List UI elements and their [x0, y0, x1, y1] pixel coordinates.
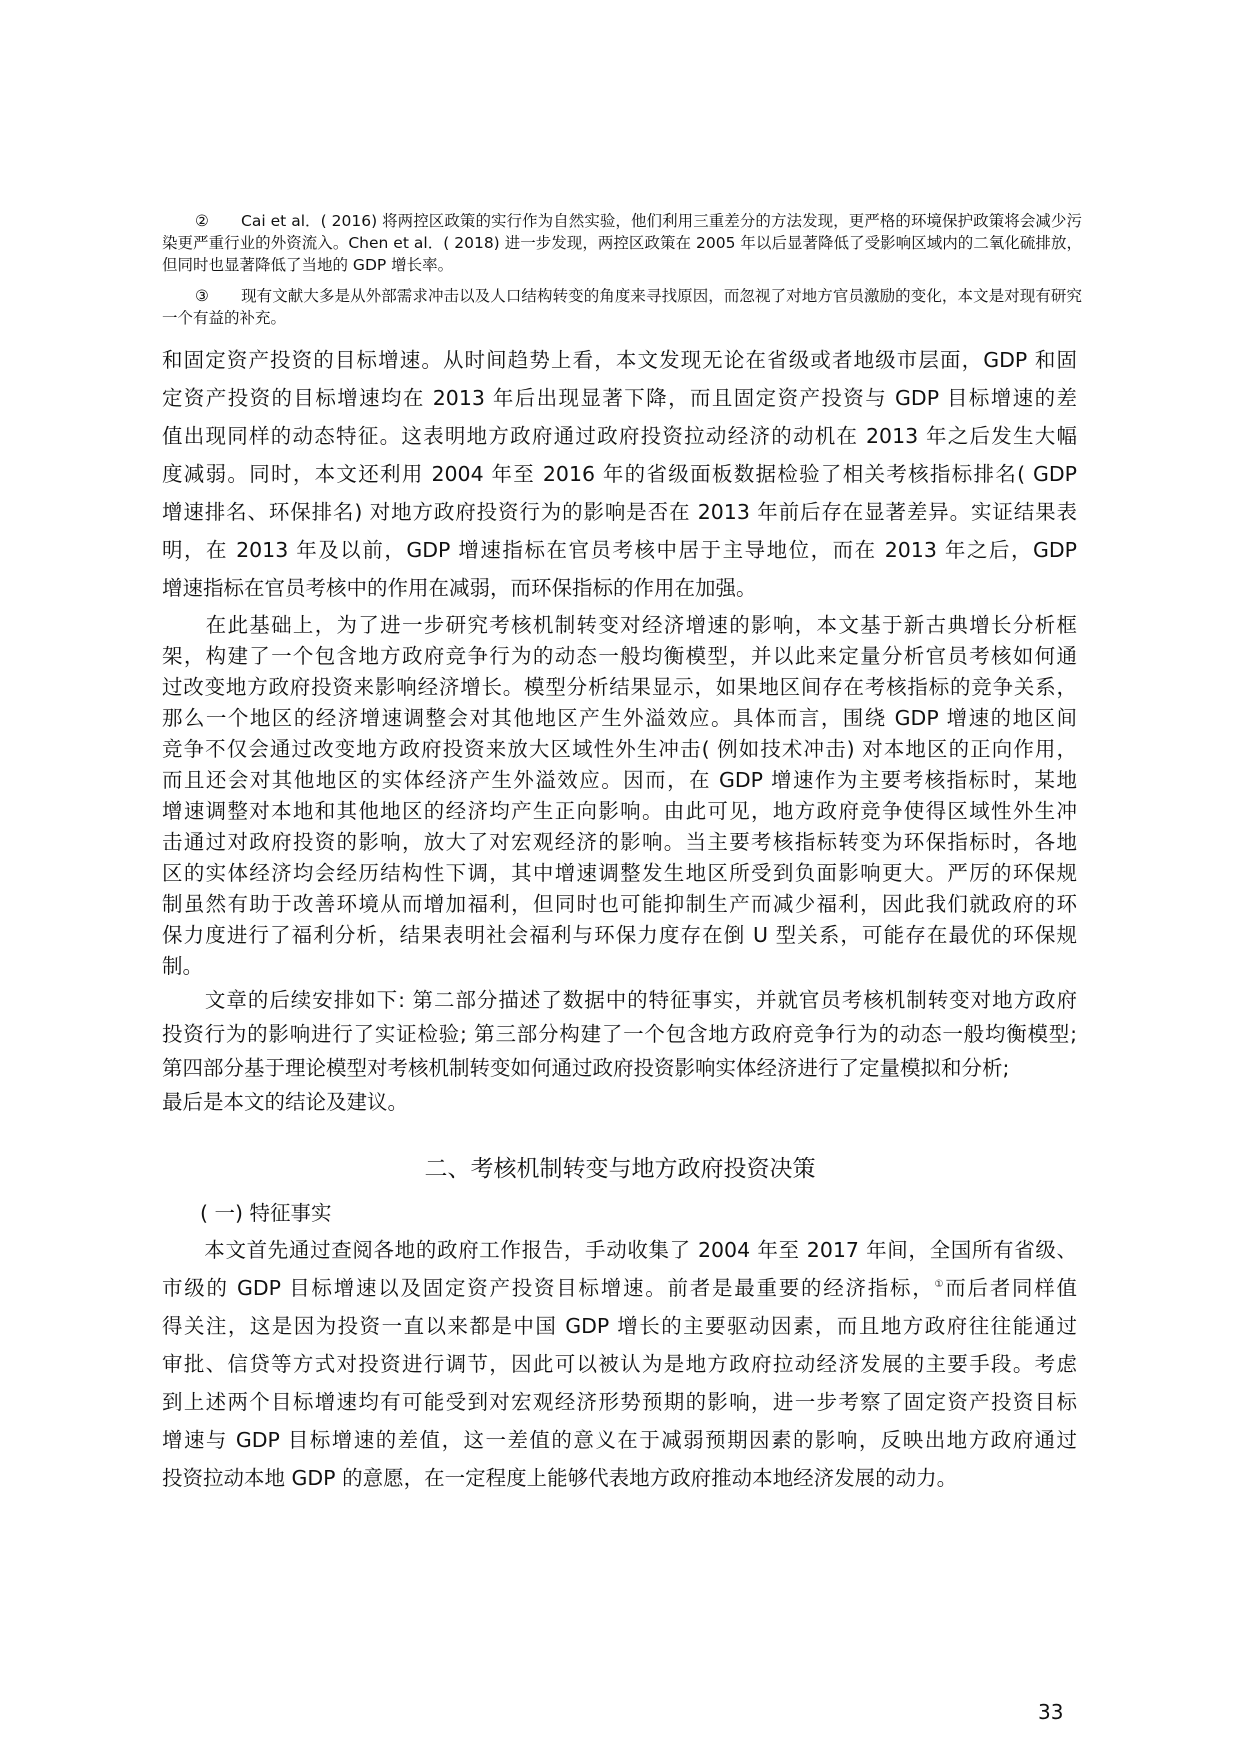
footnote-marker: ②	[195, 212, 209, 230]
body-line: 击通过对政府投资的影响，放大了对宏观经济的影响。当主要考核指标转变为环保指标时，各地	[162, 830, 1077, 854]
body-line: 本文首先通过查阅各地的政府工作报告，手动收集了 2004 年至 2017 年间，全国所有省级、	[162, 1238, 1077, 1262]
body-text: 市级的 GDP 目标增速以及固定资产投资目标增速。前者是最重要的经济指标，	[162, 1276, 935, 1300]
subsection-heading: ( 一) 特征事实	[200, 1201, 332, 1225]
body-line: 竞争不仅会通过改变地方政府投资来放大区域性外生冲击( 例如技术冲击) 对本地区的正向作用，	[162, 737, 1077, 761]
section-heading: 二、考核机制转变与地方政府投资决策	[424, 1156, 816, 1182]
body-line: 增速与 GDP 目标增速的差值，这一差值的意义在于减弱预期因素的影响，反映出地方政府通过	[162, 1428, 1077, 1452]
body-text: 而后者同样值	[945, 1276, 1077, 1300]
body-line: 文章的后续安排如下: 第二部分描述了数据中的特征事实，并就官员考核机制转变对地方政府	[162, 988, 1077, 1012]
body-line: 审批、信贷等方式对投资进行调节，因此可以被认为是地方政府拉动经济发展的主要手段。考虑	[162, 1352, 1077, 1376]
footnote-3	[162, 285, 1082, 329]
body-line: 得关注，这是因为投资一直以来都是中国 GDP 增长的主要驱动因素，而且地方政府往往能通过	[162, 1314, 1077, 1338]
body-line: 定资产投资的目标增速均在 2013 年后出现显著下降，而且固定资产投资与 GDP 目标增速的差	[162, 386, 1077, 410]
body-line: 架，构建了一个包含地方政府竞争行为的动态一般均衡模型，并以此来定量分析官员考核如何通	[162, 644, 1077, 668]
body-line: 制虽然有助于改善环境从而增加福利，但同时也可能抑制生产而减少福利，因此我们就政府的环	[162, 892, 1077, 916]
body-line: 投资行为的影响进行了实证检验; 第三部分构建了一个包含地方政府竞争行为的动态一般均衡模型;	[162, 1022, 1077, 1046]
body-line	[162, 1271, 1077, 1301]
body-line: 制。	[162, 954, 203, 978]
body-line: 明，在 2013 年及以前，GDP 增速指标在官员考核中居于主导地位，而在 2013 年之后，GDP	[162, 538, 1077, 562]
footnote-text: Cai et al．( 2016) 将两控区政策的实行作为自然实验，他们利用三重差分的方法发现，更严格的环境保护政策将会减少污染更严重行业的外资流入。Chen et al．( 2018) 进一步发现，两控区政策在 2005 年以后显著降低了受影响区域内的二氧化硫排放，但同时也显著降低了当地的 GDP 增长率。	[162, 212, 1082, 274]
body-line: 到上述两个目标增速均有可能受到对宏观经济形势预期的影响，进一步考察了固定资产投资目标	[162, 1390, 1077, 1414]
footnote-2	[162, 210, 1082, 276]
body-line: 在此基础上，为了进一步研究考核机制转变对经济增速的影响，本文基于新古典增长分析框	[162, 613, 1077, 637]
body-line: 保力度进行了福利分析，结果表明社会福利与环保力度存在倒 U 型关系，可能存在最优的环保规	[162, 923, 1077, 947]
body-line: 那么一个地区的经济增速调整会对其他地区产生外溢效应。具体而言，围绕 GDP 增速的地区间	[162, 706, 1077, 730]
body-line: 增速指标在官员考核中的作用在减弱，而环保指标的作用在加强。	[162, 576, 757, 600]
body-line: 度减弱。同时，本文还利用 2004 年至 2016 年的省级面板数据检验了相关考核指标排名( GDP	[162, 462, 1077, 486]
body-line: 增速调整对本地和其他地区的经济均产生正向影响。由此可见，地方政府竞争使得区域性外生冲	[162, 799, 1077, 823]
body-line: 而且还会对其他地区的实体经济产生外溢效应。因而，在 GDP 增速作为主要考核指标时，某地	[162, 768, 1077, 792]
body-line: 过改变地方政府投资来影响经济增长。模型分析结果显示，如果地区间存在考核指标的竞争关系，	[162, 675, 1077, 699]
body-line: 区的实体经济均会经历结构性下调，其中增速调整发生地区所受到负面影响更大。严厉的环保规	[162, 861, 1077, 885]
body-line: 值出现同样的动态特征。这表明地方政府通过政府投资拉动经济的动机在 2013 年之后发生大幅	[162, 424, 1077, 448]
body-line: 第四部分基于理论模型对考核机制转变如何通过政府投资影响实体经济进行了定量模拟和分析;	[162, 1056, 1010, 1080]
footnote-marker: ③	[195, 287, 209, 305]
footnote-reference: ①	[934, 1279, 946, 1291]
page-number: 33	[1038, 1700, 1064, 1724]
body-line: 最后是本文的结论及建议。	[162, 1090, 408, 1114]
footnote-text: 现有文献大多是从外部需求冲击以及人口结构转变的角度来寻找原因，而忽视了对地方官员激励的变化，本文是对现有研究一个有益的补充。	[162, 287, 1082, 327]
body-line: 和固定资产投资的目标增速。从时间趋势上看，本文发现无论在省级或者地级市层面，GDP 和固	[162, 348, 1077, 372]
body-line: 投资拉动本地 GDP 的意愿，在一定程度上能够代表地方政府推动本地经济发展的动力。	[162, 1466, 958, 1490]
body-line: 增速排名、环保排名) 对地方政府投资行为的影响是否在 2013 年前后存在显著差异。实证结果表	[162, 500, 1077, 524]
